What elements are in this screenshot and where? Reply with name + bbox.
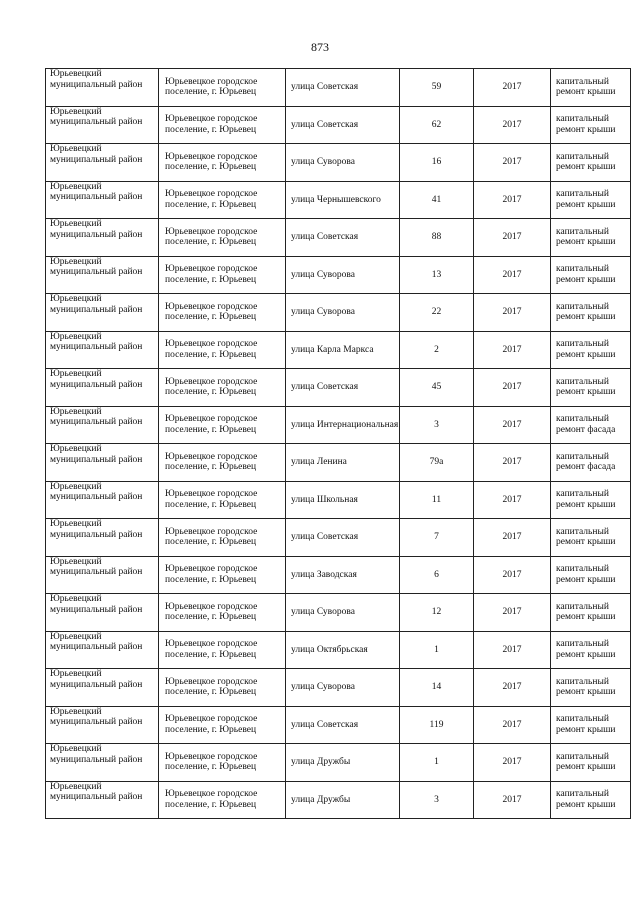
house-number-cell: 3 [400,781,474,819]
street-cell: улица Интернациональная [286,406,400,444]
table-row [46,594,631,632]
table-row [46,406,631,444]
table-row [46,181,631,219]
work-type-cell: капитальный ремонт крыши [551,294,631,332]
year-cell: 2017 [474,106,551,144]
settlement-cell: Юрьевецкое городское поселение, г. Юрьевец [159,631,286,669]
settlement-cell: Юрьевецкое городское поселение, г. Юрьевец [159,256,286,294]
district-cell: Юрьевецкий муниципальный район [46,144,159,182]
district-cell: Юрьевецкий муниципальный район [46,594,159,632]
settlement-cell: Юрьевецкое городское поселение, г. Юрьевец [159,69,286,107]
work-type-cell: капитальный ремонт крыши [551,519,631,557]
settlement-cell: Юрьевецкое городское поселение, г. Юрьевец [159,106,286,144]
district-cell: Юрьевецкий муниципальный район [46,519,159,557]
district-cell: Юрьевецкий муниципальный район [46,256,159,294]
district-cell: Юрьевецкий муниципальный район [46,631,159,669]
page-number: 873 [311,40,329,54]
work-type-cell: капитальный ремонт крыши [551,256,631,294]
table-row [46,106,631,144]
district-cell: Юрьевецкий муниципальный район [46,744,159,782]
district-cell: Юрьевецкий муниципальный район [46,781,159,819]
year-cell: 2017 [474,519,551,557]
street-cell: улица Ленина [286,444,400,482]
repair-registry-table [45,68,631,819]
work-type-cell: капитальный ремонт крыши [551,219,631,257]
street-cell: улица Советская [286,369,400,407]
year-cell: 2017 [474,406,551,444]
work-type-cell: капитальный ремонт крыши [551,631,631,669]
year-cell: 2017 [474,219,551,257]
house-number-cell: 41 [400,181,474,219]
street-cell: улица Школьная [286,481,400,519]
year-cell: 2017 [474,181,551,219]
district-cell: Юрьевецкий муниципальный район [46,106,159,144]
street-cell: улица Октябрьская [286,631,400,669]
house-number-cell: 13 [400,256,474,294]
table-body [46,69,631,819]
house-number-cell: 79а [400,444,474,482]
street-cell: улица Дружбы [286,744,400,782]
house-number-cell: 14 [400,669,474,707]
street-cell: улица Дружбы [286,781,400,819]
settlement-cell: Юрьевецкое городское поселение, г. Юрьевец [159,369,286,407]
table-row [46,294,631,332]
street-cell: улица Суворова [286,144,400,182]
district-cell: Юрьевецкий муниципальный район [46,481,159,519]
house-number-cell: 59 [400,69,474,107]
settlement-cell: Юрьевецкое городское поселение, г. Юрьевец [159,406,286,444]
house-number-cell: 45 [400,369,474,407]
district-cell: Юрьевецкий муниципальный район [46,369,159,407]
house-number-cell: 3 [400,406,474,444]
house-number-cell: 1 [400,631,474,669]
settlement-cell: Юрьевецкое городское поселение, г. Юрьевец [159,706,286,744]
district-cell: Юрьевецкий муниципальный район [46,294,159,332]
street-cell: улица Суворова [286,294,400,332]
settlement-cell: Юрьевецкое городское поселение, г. Юрьевец [159,181,286,219]
year-cell: 2017 [474,706,551,744]
table-row [46,706,631,744]
year-cell: 2017 [474,781,551,819]
house-number-cell: 88 [400,219,474,257]
table-row [46,744,631,782]
table-row [46,219,631,257]
table-row [46,331,631,369]
settlement-cell: Юрьевецкое городское поселение, г. Юрьевец [159,144,286,182]
house-number-cell: 22 [400,294,474,332]
district-cell: Юрьевецкий муниципальный район [46,331,159,369]
settlement-cell: Юрьевецкое городское поселение, г. Юрьевец [159,294,286,332]
street-cell: улица Суворова [286,594,400,632]
house-number-cell: 2 [400,331,474,369]
street-cell: улица Чернышевского [286,181,400,219]
work-type-cell: капитальный ремонт фасада [551,444,631,482]
table-row [46,144,631,182]
street-cell: улица Советская [286,106,400,144]
settlement-cell: Юрьевецкое городское поселение, г. Юрьевец [159,669,286,707]
year-cell: 2017 [474,69,551,107]
street-cell: улица Заводская [286,556,400,594]
street-cell: улица Карла Маркса [286,331,400,369]
year-cell: 2017 [474,369,551,407]
settlement-cell: Юрьевецкое городское поселение, г. Юрьевец [159,594,286,632]
district-cell: Юрьевецкий муниципальный район [46,181,159,219]
work-type-cell: капитальный ремонт крыши [551,781,631,819]
year-cell: 2017 [474,444,551,482]
street-cell: улица Советская [286,706,400,744]
year-cell: 2017 [474,631,551,669]
work-type-cell: капитальный ремонт фасада [551,406,631,444]
street-cell: улица Суворова [286,256,400,294]
house-number-cell: 12 [400,594,474,632]
table-row [46,519,631,557]
table-row [46,781,631,819]
table-row [46,481,631,519]
settlement-cell: Юрьевецкое городское поселение, г. Юрьевец [159,744,286,782]
district-cell: Юрьевецкий муниципальный район [46,706,159,744]
house-number-cell: 6 [400,556,474,594]
street-cell: улица Советская [286,219,400,257]
year-cell: 2017 [474,481,551,519]
table-row [46,669,631,707]
table-row [46,444,631,482]
settlement-cell: Юрьевецкое городское поселение, г. Юрьевец [159,219,286,257]
settlement-cell: Юрьевецкое городское поселение, г. Юрьевец [159,444,286,482]
year-cell: 2017 [474,331,551,369]
house-number-cell: 7 [400,519,474,557]
work-type-cell: капитальный ремонт крыши [551,331,631,369]
work-type-cell: капитальный ремонт крыши [551,181,631,219]
year-cell: 2017 [474,556,551,594]
table-row [46,631,631,669]
work-type-cell: капитальный ремонт крыши [551,706,631,744]
work-type-cell: капитальный ремонт крыши [551,669,631,707]
house-number-cell: 62 [400,106,474,144]
district-cell: Юрьевецкий муниципальный район [46,219,159,257]
settlement-cell: Юрьевецкое городское поселение, г. Юрьевец [159,331,286,369]
year-cell: 2017 [474,594,551,632]
district-cell: Юрьевецкий муниципальный район [46,669,159,707]
district-cell: Юрьевецкий муниципальный район [46,69,159,107]
district-cell: Юрьевецкий муниципальный район [46,556,159,594]
work-type-cell: капитальный ремонт крыши [551,106,631,144]
work-type-cell: капитальный ремонт крыши [551,594,631,632]
work-type-cell: капитальный ремонт крыши [551,144,631,182]
settlement-cell: Юрьевецкое городское поселение, г. Юрьевец [159,556,286,594]
table-row [46,69,631,107]
work-type-cell: капитальный ремонт крыши [551,69,631,107]
year-cell: 2017 [474,294,551,332]
house-number-cell: 1 [400,744,474,782]
table-row [46,369,631,407]
district-cell: Юрьевецкий муниципальный район [46,406,159,444]
district-cell: Юрьевецкий муниципальный район [46,444,159,482]
work-type-cell: капитальный ремонт крыши [551,481,631,519]
house-number-cell: 11 [400,481,474,519]
year-cell: 2017 [474,669,551,707]
street-cell: улица Советская [286,519,400,557]
settlement-cell: Юрьевецкое городское поселение, г. Юрьевец [159,519,286,557]
work-type-cell: капитальный ремонт крыши [551,556,631,594]
settlement-cell: Юрьевецкое городское поселение, г. Юрьевец [159,481,286,519]
house-number-cell: 16 [400,144,474,182]
settlement-cell: Юрьевецкое городское поселение, г. Юрьевец [159,781,286,819]
year-cell: 2017 [474,744,551,782]
street-cell: улица Суворова [286,669,400,707]
house-number-cell: 119 [400,706,474,744]
work-type-cell: капитальный ремонт крыши [551,369,631,407]
street-cell: улица Советская [286,69,400,107]
year-cell: 2017 [474,256,551,294]
table-row [46,256,631,294]
year-cell: 2017 [474,144,551,182]
table-row [46,556,631,594]
work-type-cell: капитальный ремонт крыши [551,744,631,782]
